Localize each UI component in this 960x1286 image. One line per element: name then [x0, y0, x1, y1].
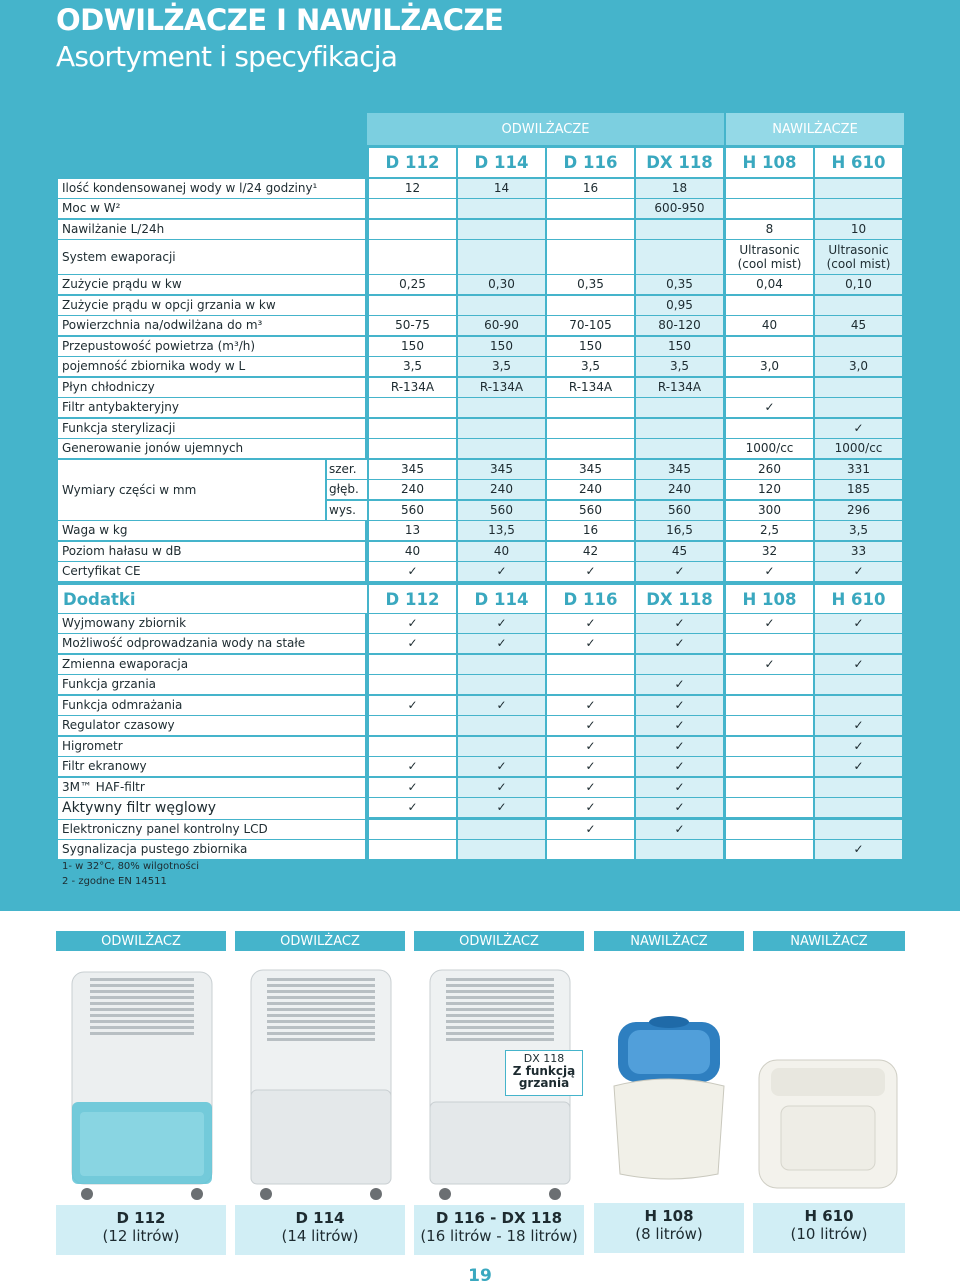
- row-label: Higrometr: [58, 737, 365, 756]
- table-cell: ✓: [547, 696, 634, 715]
- table-cell: ✓: [547, 562, 634, 581]
- table-cell: [815, 675, 902, 694]
- table-cell: ✓: [726, 398, 813, 417]
- table-cell: ✓: [458, 634, 545, 653]
- footnote-2: 2 - zgodne EN 14511: [62, 876, 167, 887]
- table-cell: [726, 675, 813, 694]
- table-cell: 16,5: [636, 521, 723, 540]
- table-cell: 60-90: [458, 316, 545, 335]
- table-cell: [547, 220, 634, 239]
- table-cell: [726, 716, 813, 735]
- product-caption: [56, 1205, 226, 1255]
- product-name: D 116 - DX 118: [435, 1209, 563, 1227]
- table-cell: [636, 398, 723, 417]
- table-cell: 300: [726, 501, 813, 520]
- model-header: D 116: [547, 585, 634, 613]
- table-cell: 0,04: [726, 275, 813, 294]
- table-cell: [458, 655, 545, 674]
- page-number: 19: [468, 1266, 492, 1286]
- dimension-sub-label: wys.: [327, 501, 367, 520]
- product-capacity: (14 litrów): [281, 1227, 359, 1245]
- table-cell: [547, 675, 634, 694]
- table-cell: [369, 439, 456, 458]
- table-cell: ✓: [636, 798, 723, 817]
- table-cell: 40: [726, 316, 813, 335]
- table-cell: 0,35: [547, 275, 634, 294]
- table-cell: 120: [726, 480, 813, 499]
- model-header: H 610: [815, 148, 902, 177]
- table-cell: 0,25: [369, 275, 456, 294]
- table-cell: [369, 220, 456, 239]
- group-header-humidifiers: NAWILŻACZE: [726, 113, 904, 145]
- product-caption: [594, 1203, 744, 1253]
- row-label: Powierzchnia na/odwilżana do m³: [58, 316, 365, 335]
- table-cell: 1000/cc: [726, 439, 813, 458]
- table-cell: R-134A: [458, 378, 545, 397]
- table-cell: ✓: [815, 419, 902, 438]
- table-cell: 40: [369, 542, 456, 561]
- table-cell: [636, 220, 723, 239]
- table-cell: 2,5: [726, 521, 813, 540]
- product-type-label: NAWILŻACZ: [753, 931, 905, 951]
- table-cell: [547, 296, 634, 315]
- table-cell: 3,5: [369, 357, 456, 376]
- row-label: Przepustowość powietrza (m³/h): [58, 337, 365, 356]
- table-cell: [636, 439, 723, 458]
- row-label: Certyfikat CE: [58, 562, 365, 581]
- row-label: Generowanie jonów ujemnych: [58, 439, 365, 458]
- table-cell: ✓: [458, 778, 545, 797]
- table-cell: [726, 179, 813, 198]
- table-cell: ✓: [636, 614, 723, 633]
- product-caption: [753, 1203, 905, 1253]
- table-cell: ✓: [636, 696, 723, 715]
- table-cell: [815, 378, 902, 397]
- table-cell: 70-105: [547, 316, 634, 335]
- table-cell: 13: [369, 521, 456, 540]
- table-cell: 185: [815, 480, 902, 499]
- row-label: Zmienna ewaporacja: [58, 655, 365, 674]
- table-cell: [369, 840, 456, 859]
- table-cell: ✓: [726, 562, 813, 581]
- table-cell: [369, 419, 456, 438]
- table-cell: ✓: [369, 798, 456, 817]
- table-cell: 0,10: [815, 275, 902, 294]
- table-cell: 150: [458, 337, 545, 356]
- evaporation-type: Ultrasonic: [828, 243, 889, 257]
- table-cell: [815, 296, 902, 315]
- product-name: H 610: [804, 1207, 854, 1225]
- table-cell: ✓: [547, 737, 634, 756]
- table-cell: [815, 337, 902, 356]
- table-cell: 45: [636, 542, 723, 561]
- table-cell: ✓: [547, 634, 634, 653]
- table-cell: 3,5: [815, 521, 902, 540]
- badge-line: grzania: [518, 1076, 570, 1090]
- table-cell: 3,5: [458, 357, 545, 376]
- table-cell: ✓: [815, 562, 902, 581]
- product-capacity: (10 litrów): [790, 1225, 868, 1243]
- table-cell: [547, 840, 634, 859]
- table-cell: [547, 419, 634, 438]
- model-header: D 112: [369, 148, 456, 177]
- table-cell: [369, 398, 456, 417]
- table-cell: [636, 840, 723, 859]
- table-cell: 345: [369, 460, 456, 479]
- product-capacity: (8 litrów): [635, 1225, 703, 1243]
- table-cell: 560: [369, 501, 456, 520]
- table-cell: ✓: [547, 757, 634, 776]
- row-label: Możliwość odprowadzania wody na stałe: [58, 634, 365, 653]
- extras-heading: Dodatki: [58, 585, 367, 613]
- product-type-label: ODWILŻACZ: [56, 931, 226, 951]
- row-label: Filtr antybakteryjny: [58, 398, 365, 417]
- table-cell: R-134A: [369, 378, 456, 397]
- table-cell: [815, 820, 902, 839]
- table-cell: 16: [547, 179, 634, 198]
- table-cell: 45: [815, 316, 902, 335]
- model-header: H 108: [726, 148, 813, 177]
- table-cell: [726, 840, 813, 859]
- badge-line: Z funkcją: [512, 1064, 576, 1078]
- table-cell: [726, 778, 813, 797]
- row-label: Moc w W²: [58, 199, 365, 218]
- table-cell: [726, 240, 813, 274]
- table-cell: 150: [547, 337, 634, 356]
- table-cell: 600-950: [636, 199, 723, 218]
- table-cell: ✓: [636, 716, 723, 735]
- table-cell: ✓: [636, 562, 723, 581]
- row-label: Wyjmowany zbiornik: [58, 614, 365, 633]
- table-cell: 3,5: [547, 357, 634, 376]
- table-cell: ✓: [636, 675, 723, 694]
- row-label: Regulator czasowy: [58, 716, 365, 735]
- table-cell: [815, 199, 902, 218]
- table-cell: [458, 737, 545, 756]
- table-cell: [547, 439, 634, 458]
- table-cell: ✓: [369, 696, 456, 715]
- table-cell: [726, 337, 813, 356]
- group-header-dehumidifiers: ODWILŻACZE: [367, 113, 724, 145]
- table-cell: ✓: [369, 614, 456, 633]
- table-cell: [369, 820, 456, 839]
- evaporation-note: (cool mist): [826, 257, 891, 271]
- table-cell: ✓: [369, 634, 456, 653]
- table-cell: ✓: [547, 716, 634, 735]
- table-cell: [726, 634, 813, 653]
- dehumidifier-d112-image: [62, 962, 222, 1202]
- row-label: Funkcja sterylizacji: [58, 419, 365, 438]
- table-cell: [726, 296, 813, 315]
- table-cell: [369, 716, 456, 735]
- footnote-1: 1- w 32°C, 80% wilgotności: [62, 861, 200, 872]
- row-label: Zużycie prądu w opcji grzania w kw: [58, 296, 365, 315]
- table-cell: [815, 179, 902, 198]
- table-cell: [547, 240, 634, 274]
- table-cell: ✓: [815, 716, 902, 735]
- table-cell: ✓: [458, 614, 545, 633]
- table-cell: R-134A: [636, 378, 723, 397]
- table-cell: 40: [458, 542, 545, 561]
- table-cell: [815, 798, 902, 817]
- table-cell: 32: [726, 542, 813, 561]
- table-cell: [547, 199, 634, 218]
- table-cell: [369, 296, 456, 315]
- product-name: D 112: [116, 1209, 166, 1227]
- dimension-sub-label: szer.: [327, 460, 367, 479]
- table-cell: 13,5: [458, 521, 545, 540]
- table-cell: 3,5: [636, 357, 723, 376]
- table-cell: 80-120: [636, 316, 723, 335]
- table-cell: [458, 220, 545, 239]
- row-label: Funkcja grzania: [58, 675, 365, 694]
- table-cell: [815, 778, 902, 797]
- product-type-label: NAWILŻACZ: [594, 931, 744, 951]
- table-cell: ✓: [636, 778, 723, 797]
- row-label: Funkcja odmrażania: [58, 696, 365, 715]
- table-cell: 0,95: [636, 296, 723, 315]
- table-cell: ✓: [636, 737, 723, 756]
- row-label: Poziom hałasu w dB: [58, 542, 365, 561]
- table-cell: [458, 199, 545, 218]
- table-cell: 345: [636, 460, 723, 479]
- page-title: ODWILŻACZE I NAWILŻACZE: [56, 3, 504, 37]
- table-cell: 42: [547, 542, 634, 561]
- table-cell: ✓: [815, 757, 902, 776]
- product-name: D 114: [295, 1209, 345, 1227]
- table-cell: ✓: [726, 655, 813, 674]
- table-cell: 1000/cc: [815, 439, 902, 458]
- page-subtitle: Asortyment i specyfikacja: [56, 40, 398, 73]
- table-cell: [726, 798, 813, 817]
- product-name: H 108: [644, 1207, 694, 1225]
- table-cell: ✓: [636, 757, 723, 776]
- evaporation-note: (cool mist): [737, 257, 802, 271]
- table-cell: 560: [547, 501, 634, 520]
- table-cell: 12: [369, 179, 456, 198]
- table-cell: [726, 419, 813, 438]
- table-cell: ✓: [458, 562, 545, 581]
- row-label: 3M™ HAF-filtr: [58, 778, 365, 797]
- product-type-label: ODWILŻACZ: [414, 931, 584, 951]
- table-cell: [458, 240, 545, 274]
- table-cell: [458, 398, 545, 417]
- table-cell: R-134A: [547, 378, 634, 397]
- table-cell: [458, 675, 545, 694]
- table-cell: ✓: [458, 696, 545, 715]
- table-cell: [726, 737, 813, 756]
- table-cell: [369, 240, 456, 274]
- table-cell: [458, 296, 545, 315]
- table-cell: 18: [636, 179, 723, 198]
- table-cell: [369, 675, 456, 694]
- product-capacity: (12 litrów): [102, 1227, 180, 1245]
- table-cell: 150: [369, 337, 456, 356]
- table-cell: ✓: [458, 757, 545, 776]
- model-header: D 114: [458, 585, 545, 613]
- table-cell: 296: [815, 501, 902, 520]
- product-caption: [414, 1205, 584, 1255]
- row-label: Ilość kondensowanej wody w l/24 godziny¹: [58, 179, 365, 198]
- table-cell: 3,0: [726, 357, 813, 376]
- table-cell: [636, 655, 723, 674]
- table-cell: ✓: [458, 798, 545, 817]
- dimension-sub-label: głęb.: [327, 480, 367, 499]
- row-label: Sygnalizacja pustego zbiornika: [58, 840, 365, 859]
- row-label: Aktywny filtr węglowy: [58, 798, 365, 819]
- row-label: pojemność zbiornika wody w L: [58, 357, 365, 376]
- row-label: System ewaporacji: [58, 240, 365, 274]
- table-cell: [815, 696, 902, 715]
- table-cell: 0,35: [636, 275, 723, 294]
- row-label: Waga w kg: [58, 521, 365, 540]
- table-cell: 260: [726, 460, 813, 479]
- table-cell: [547, 655, 634, 674]
- table-cell: [458, 820, 545, 839]
- table-cell: [458, 439, 545, 458]
- model-header: D 114: [458, 148, 545, 177]
- table-cell: [458, 840, 545, 859]
- table-cell: ✓: [369, 757, 456, 776]
- heating-badge: [505, 1050, 583, 1096]
- dehumidifier-d114-image: [241, 962, 401, 1202]
- humidifier-h610-image: [753, 962, 903, 1202]
- product-caption: [235, 1205, 405, 1255]
- table-cell: 50-75: [369, 316, 456, 335]
- row-label: Płyn chłodniczy: [58, 378, 365, 397]
- table-cell: [547, 398, 634, 417]
- table-cell: 14: [458, 179, 545, 198]
- model-header: DX 118: [636, 585, 723, 613]
- table-cell: [369, 199, 456, 218]
- table-cell: [815, 634, 902, 653]
- table-cell: ✓: [369, 562, 456, 581]
- model-header: H 108: [726, 585, 813, 613]
- table-cell: 560: [636, 501, 723, 520]
- table-cell: [815, 398, 902, 417]
- table-cell: 33: [815, 542, 902, 561]
- table-cell: [458, 716, 545, 735]
- table-cell: 8: [726, 220, 813, 239]
- table-cell: ✓: [815, 840, 902, 859]
- table-cell: [726, 378, 813, 397]
- product-type-label: ODWILŻACZ: [235, 931, 405, 951]
- table-cell: [369, 737, 456, 756]
- table-cell: ✓: [636, 820, 723, 839]
- table-cell: 240: [547, 480, 634, 499]
- table-cell: 560: [458, 501, 545, 520]
- table-cell: [369, 655, 456, 674]
- table-cell: ✓: [547, 778, 634, 797]
- model-header: DX 118: [636, 148, 723, 177]
- row-label: Zużycie prądu w kw: [58, 275, 365, 294]
- table-cell: ✓: [726, 614, 813, 633]
- table-cell: 240: [369, 480, 456, 499]
- table-cell: 345: [547, 460, 634, 479]
- badge-model: DX 118: [523, 1052, 565, 1065]
- evaporation-type: Ultrasonic: [739, 243, 800, 257]
- row-label: Nawilżanie L/24h: [58, 220, 365, 239]
- table-cell: [636, 419, 723, 438]
- table-cell: ✓: [547, 798, 634, 817]
- table-cell: 345: [458, 460, 545, 479]
- table-cell: 331: [815, 460, 902, 479]
- table-cell: ✓: [547, 820, 634, 839]
- table-cell: ✓: [369, 778, 456, 797]
- table-cell: [726, 757, 813, 776]
- table-cell: 10: [815, 220, 902, 239]
- table-cell: ✓: [815, 655, 902, 674]
- model-header: D 112: [369, 585, 456, 613]
- table-cell: ✓: [815, 614, 902, 633]
- table-cell: [815, 240, 902, 274]
- row-label: Filtr ekranowy: [58, 757, 365, 776]
- table-cell: 16: [547, 521, 634, 540]
- table-cell: 3,0: [815, 357, 902, 376]
- table-cell: ✓: [547, 614, 634, 633]
- table-cell: [726, 199, 813, 218]
- table-cell: [458, 419, 545, 438]
- table-cell: ✓: [815, 737, 902, 756]
- table-cell: 240: [636, 480, 723, 499]
- table-cell: [726, 820, 813, 839]
- humidifier-h108-image: [600, 962, 740, 1202]
- table-cell: [726, 696, 813, 715]
- model-header: D 116: [547, 148, 634, 177]
- table-cell: [636, 240, 723, 274]
- table-cell: 150: [636, 337, 723, 356]
- row-label: Elektroniczny panel kontrolny LCD: [58, 820, 365, 839]
- table-cell: ✓: [636, 634, 723, 653]
- product-capacity: (16 litrów - 18 litrów): [420, 1227, 578, 1245]
- dimensions-label: Wymiary części w mm: [58, 460, 325, 520]
- table-cell: 240: [458, 480, 545, 499]
- model-header: H 610: [815, 585, 902, 613]
- table-cell: 0,30: [458, 275, 545, 294]
